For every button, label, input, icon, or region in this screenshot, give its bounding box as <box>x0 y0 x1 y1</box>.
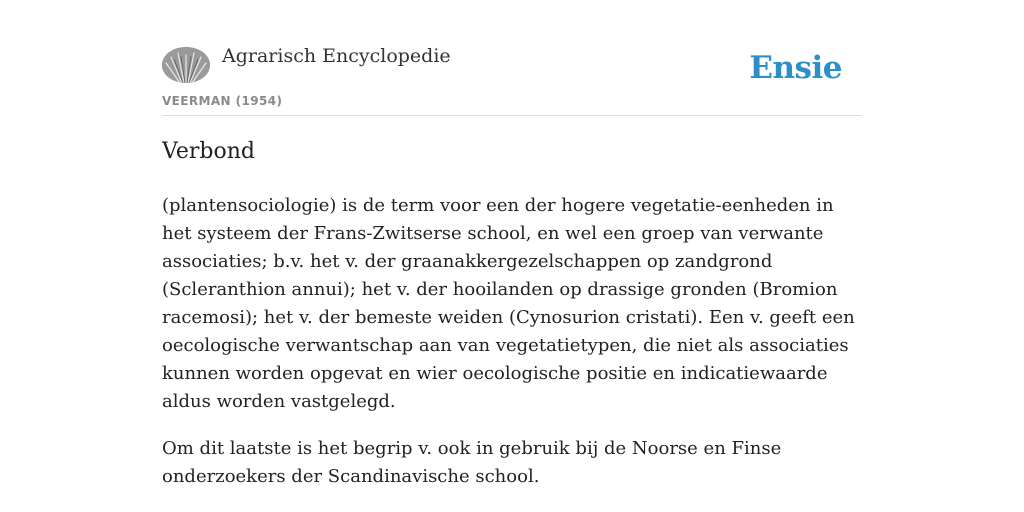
ensie-logo-link[interactable]: Ensie <box>749 50 842 86</box>
entry-title: Verbond <box>162 139 255 164</box>
source-title[interactable]: Agrarisch Encyclopedie <box>222 45 451 67</box>
entry-paragraph: Om dit laatste is het begrip v. ook in gebruik bij de Noorse en Finse onderzoekers der Scandinavische school. <box>162 438 782 487</box>
page-container <box>162 0 862 487</box>
wheat-sheaf-icon[interactable] <box>162 47 210 83</box>
source-header <box>162 0 862 116</box>
entry-paragraph: (plantensociologie) is de term voor een der hogere vegetatie-eenheden in het systeem der Frans-Zwitserse school, en wel een groep van verwante associaties; b.v. het v. der graanakkergezelschappen op zandgrond (Scleranthion annui); het v. der hooilanden op drassige gronden (Bromion racemosi); het v. der bemeste weiden (Cynosurion cristati). Een v. geeft een oecologische verwantschap aan van vegetatietypen, die niet als associaties kunnen worden opgevat en wier oecologische positie en indicatiewaarde aldus worden vastgelegd. <box>162 195 855 412</box>
entry-body <box>162 192 862 510</box>
source-author: VEERMAN (1954) <box>162 94 283 108</box>
